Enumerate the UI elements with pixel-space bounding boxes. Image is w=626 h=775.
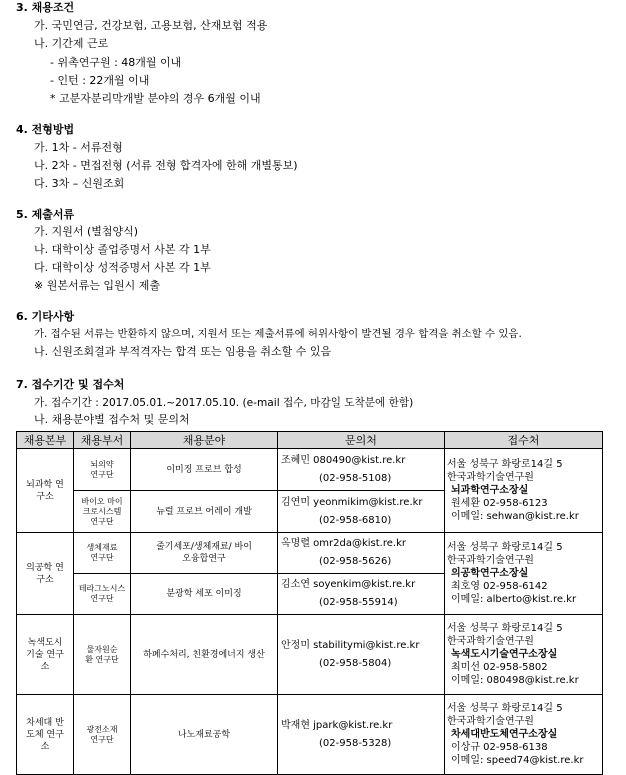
dept-cell: 테라그노시스 연구단 — [74, 574, 131, 615]
sec3-sub-2: - 인턴 : 22개월 이내 — [50, 74, 150, 87]
dept-cell: 생체재료 연구단 — [74, 533, 131, 574]
reception-cell: 서울 성북구 화랑로14길 5 한국과학기술연구원 차세대반도체연구소장실 이상규 02-958-6138 이메일: speed74@kist.re.kr — [445, 695, 603, 775]
table-row — [17, 449, 603, 491]
reception-cell: 서울 성북구 화랑로14길 5 한국과학기술연구원 녹색도시기술연구소장실 최미선 02-958-5802 이메일: 080498@kist.re.kr — [445, 615, 603, 695]
header-dept: 채용부서 — [74, 432, 131, 449]
section-4-title: 4. 전형방법 — [16, 123, 75, 136]
hq-cell: 차세대 반도체 연구소 — [17, 695, 74, 775]
header-contact: 문의처 — [278, 432, 445, 449]
sec4-item-3: 다. 3차 – 신원조회 — [34, 177, 125, 190]
sec5-item-3: 다. 대학이상 성적증명서 사본 각 1부 — [34, 261, 211, 274]
sec4-item-1: 가. 1차 - 서류전형 — [34, 141, 123, 154]
sec6-item-1: 가. 접수된 서류는 반환하지 않으며, 지원서 또는 제출서류에 허위사항이 발견될 경우 합격을 취소할 수 있음. — [34, 328, 522, 340]
table-row — [17, 615, 603, 695]
sec7-item-1: 가. 접수기간 : 2017.05.01.~2017.05.10. (e-mail 접수, 마감일 도착분에 한함) — [34, 397, 414, 409]
hq-cell: 뇌과학 연구소 — [17, 449, 74, 533]
field-cell: 하폐수처리, 친환경에너지 생산 — [131, 615, 278, 695]
contact-cell: 조혜민 080490@kist.re.kr (02-958-5108) — [278, 449, 445, 491]
contact-cell: 옥명렬 omr2da@kist.re.kr (02-958-5626) — [278, 533, 445, 574]
contact-cell: 김연미 yeonmikim@kist.re.kr (02-958-6810) — [278, 491, 445, 533]
contact-cell: 박재현 jpark@kist.re.kr (02-958-5328) — [278, 695, 445, 775]
sec7-item-2: 나. 채용분야별 접수처 및 문의처 — [34, 413, 190, 426]
field-cell: 줄기세포/생체재료/ 바이오융합연구 — [131, 533, 278, 574]
table-row — [17, 533, 603, 574]
contact-cell: 김소연 soyenkim@kist.re.kr (02-958-55914) — [278, 574, 445, 615]
dept-cell: 바이오 마이크로시스템 연구단 — [74, 491, 131, 533]
section-7-title: 7. 접수기간 및 접수처 — [16, 378, 125, 391]
table-header-row — [17, 432, 603, 449]
section-3-title: 3. 채용조건 — [16, 1, 75, 14]
header-reception: 접수처 — [445, 432, 603, 449]
hq-cell: 의공학 연구소 — [17, 533, 74, 615]
section-5-title: 5. 제출서류 — [16, 208, 75, 221]
recruitment-table — [16, 431, 603, 775]
contact-cell: 안정미 stabilitymi@kist.re.kr (02-958-5804) — [278, 615, 445, 695]
field-cell: 분광학 세포 이미징 — [131, 574, 278, 615]
sec3-sub-1: - 위촉연구원 : 48개월 이내 — [50, 56, 182, 69]
field-cell: 뉴럴 프로브 어레이 개발 — [131, 491, 278, 533]
sec4-item-2: 나. 2차 - 면접전형 (서류 전형 합격자에 한해 개별통보) — [34, 159, 298, 172]
dept-cell: 뇌의약 연구단 — [74, 449, 131, 491]
sec3-sub-3: * 고분자분리막개발 분야의 경우 6개월 이내 — [50, 92, 261, 105]
sec5-item-1: 가. 지원서 (별첨양식) — [34, 225, 139, 238]
field-cell: 이미징 프로브 합성 — [131, 449, 278, 491]
header-field: 채용분야 — [131, 432, 278, 449]
table-row — [17, 695, 603, 775]
section-6-title: 6. 기타사항 — [16, 310, 75, 323]
dept-cell: 광전소재 연구단 — [74, 695, 131, 775]
sec5-item-2: 나. 대학이상 졸업증명서 사본 각 1부 — [34, 243, 211, 256]
sec6-item-2: 나. 신원조회결과 부적격자는 합격 또는 임용을 취소할 수 있음 — [34, 345, 332, 358]
sec3-item-2: 나. 기간제 근로 — [34, 37, 109, 50]
reception-cell: 서울 성북구 화랑로14길 5 한국과학기술연구원 뇌과학연구소장실 원세환 02-958-6123 이메일: sehwan@kist.re.kr — [445, 449, 603, 533]
sec3-item-1: 가. 국민연금, 건강보험, 고용보험, 산재보험 적용 — [34, 19, 268, 32]
dept-cell: 물자원순환 연구단 — [74, 615, 131, 695]
field-cell: 나노재료공학 — [131, 695, 278, 775]
header-hq: 채용본부 — [17, 432, 74, 449]
reception-cell: 서울 성북구 화랑로14길 5 한국과학기술연구원 의공학연구소장실 최호영 02-958-6142 이메일: alberto@kist.re.kr — [445, 533, 603, 615]
hq-cell: 녹색도시 기술 연구소 — [17, 615, 74, 695]
sec5-note: ※ 원본서류는 입원시 제출 — [34, 279, 160, 292]
